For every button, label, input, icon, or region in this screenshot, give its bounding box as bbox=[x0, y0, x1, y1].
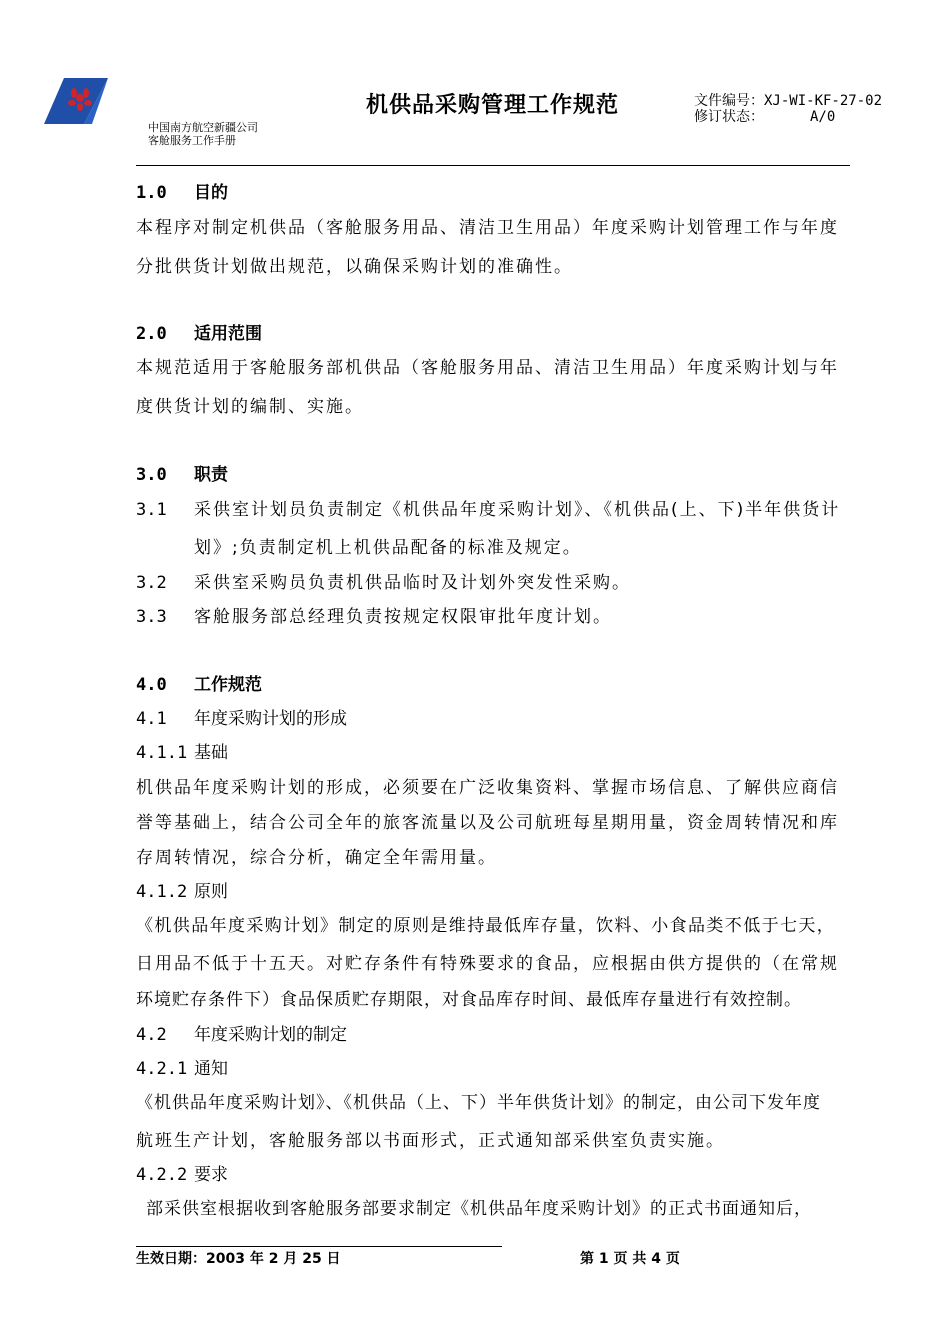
doc-number-label: 文件编号： bbox=[694, 93, 764, 109]
subsection-4-1-2-title: 原则 bbox=[194, 882, 228, 902]
subsection-4-1-1-number: 4.1.1 bbox=[136, 743, 188, 763]
subsection-4-2-2-title: 要求 bbox=[194, 1165, 228, 1185]
item-3-1-number: 3.1 bbox=[136, 500, 167, 520]
section-4-title: 工作规范 bbox=[194, 675, 262, 695]
subsection-4-1-1-line-3: 存周转情况，综合分析，确定全年需用量。 bbox=[136, 848, 497, 868]
subsection-4-1-2-heading bbox=[136, 877, 228, 902]
item-3-2 bbox=[136, 568, 631, 593]
page-number: 第 1 页 共 4 页 bbox=[580, 1251, 680, 1267]
section-1-para-line-1: 本程序对制定机供品（客舱服务用品、清洁卫生用品）年度采购计划管理工作与年度 bbox=[136, 218, 839, 238]
document-title: 机供品采购管理工作规范 bbox=[366, 93, 620, 118]
section-4-number: 4.0 bbox=[136, 675, 167, 695]
item-3-3-text: 客舱服务部总经理负责按规定权限审批年度计划。 bbox=[194, 607, 612, 627]
revision-value: A/0 bbox=[810, 109, 836, 125]
item-3-1-line-2: 划》;负责制定机上机供品配备的标准及规定。 bbox=[194, 538, 582, 558]
footer-rule bbox=[136, 1246, 502, 1247]
section-2-para-line-2: 度供货计划的编制、实施。 bbox=[136, 397, 364, 417]
section-1-title: 目的 bbox=[194, 183, 228, 203]
item-3-2-number: 3.2 bbox=[136, 573, 167, 593]
company-line-1: 中国南方航空新疆公司 bbox=[148, 121, 258, 134]
item-3-1-text: 采供室计划员负责制定《机供品年度采购计划》、《机供品(上、下)半年供货计 bbox=[194, 500, 841, 520]
document-meta bbox=[694, 93, 882, 125]
subsection-4-1-1-heading bbox=[136, 738, 228, 763]
section-2-number: 2.0 bbox=[136, 324, 167, 344]
section-2-title: 适用范围 bbox=[194, 324, 262, 344]
section-1-para-line-2: 分批供货计划做出规范，以确保采购计划的准确性。 bbox=[136, 257, 573, 277]
section-2-para-line-1: 本规范适用于客舱服务部机供品（客舱服务用品、清洁卫生用品）年度采购计划与年 bbox=[136, 358, 839, 378]
subsection-4-2-2-heading bbox=[136, 1160, 228, 1185]
section-2-heading bbox=[136, 319, 262, 344]
section-3-heading bbox=[136, 460, 228, 485]
revision-label: 修订状态： bbox=[694, 109, 764, 125]
subsection-4-1-2-line-2: 日用品不低于十五天。对贮存条件有特殊要求的食品，应根据由供方提供的（在常规 bbox=[136, 954, 839, 974]
subsection-4-2-title: 年度采购计划的制定 bbox=[194, 1025, 347, 1045]
item-3-1-line-1 bbox=[136, 495, 840, 520]
doc-number-row bbox=[694, 93, 882, 109]
subsection-4-2-2-line-1: 部采供室根据收到客舱服务部要求制定《机供品年度采购计划》的正式书面通知后， bbox=[146, 1199, 812, 1219]
subsection-4-2-1-line-2: 航班生产计划，客舱服务部以书面形式，正式通知部采供室负责实施。 bbox=[136, 1131, 725, 1151]
subsection-4-1-1-line-2: 誉等基础上，结合公司全年的旅客流量以及公司航班每星期用量，资金周转情况和库 bbox=[136, 813, 839, 833]
subsection-4-2-1-number: 4.2.1 bbox=[136, 1059, 188, 1079]
effective-date: 生效日期：2003 年 2 月 25 日 bbox=[136, 1251, 341, 1267]
subsection-4-2-1-title: 通知 bbox=[194, 1059, 228, 1079]
section-3-number: 3.0 bbox=[136, 465, 167, 485]
section-1-number: 1.0 bbox=[136, 183, 167, 203]
subsection-4-1-2-line-3: 环境贮存条件下）食品保质贮存期限，对食品库存时间、最低库存量进行有效控制。 bbox=[136, 990, 802, 1010]
section-3-title: 职责 bbox=[194, 465, 228, 485]
subsection-4-1-2-number: 4.1.2 bbox=[136, 882, 188, 902]
company-name bbox=[148, 121, 258, 147]
subsection-4-1-title: 年度采购计划的形成 bbox=[194, 709, 347, 729]
revision-row bbox=[694, 109, 882, 125]
subsection-4-2-1-heading bbox=[136, 1054, 228, 1079]
subsection-4-1-heading bbox=[136, 704, 347, 729]
subsection-4-1-2-line-1: 《机供品年度采购计划》制定的原则是维持最低库存量，饮料、小食品类不低于七天， bbox=[136, 916, 836, 936]
doc-number-value: XJ-WI-KF-27-02 bbox=[764, 93, 883, 109]
subsection-4-2-2-number: 4.2.2 bbox=[136, 1165, 188, 1185]
company-line-2: 客舱服务工作手册 bbox=[148, 134, 236, 147]
subsection-4-2-1-line-1: 《机供品年度采购计划》、《机供品（上、下）半年供货计划》的制定，由公司下发年度 bbox=[136, 1093, 821, 1113]
header-rule bbox=[136, 165, 850, 166]
subsection-4-1-number: 4.1 bbox=[136, 709, 167, 729]
item-3-2-text: 采供室采购员负责机供品临时及计划外突发性采购。 bbox=[194, 573, 631, 593]
company-logo bbox=[44, 78, 110, 126]
item-3-3 bbox=[136, 602, 612, 627]
subsection-4-1-1-title: 基础 bbox=[194, 743, 228, 763]
subsection-4-2-number: 4.2 bbox=[136, 1025, 167, 1045]
subsection-4-2-heading bbox=[136, 1020, 347, 1045]
section-1-heading bbox=[136, 178, 228, 203]
subsection-4-1-1-line-1: 机供品年度采购计划的形成，必须要在广泛收集资料、掌握市场信息、了解供应商信 bbox=[136, 778, 839, 798]
section-4-heading bbox=[136, 670, 262, 695]
item-3-3-number: 3.3 bbox=[136, 607, 167, 627]
